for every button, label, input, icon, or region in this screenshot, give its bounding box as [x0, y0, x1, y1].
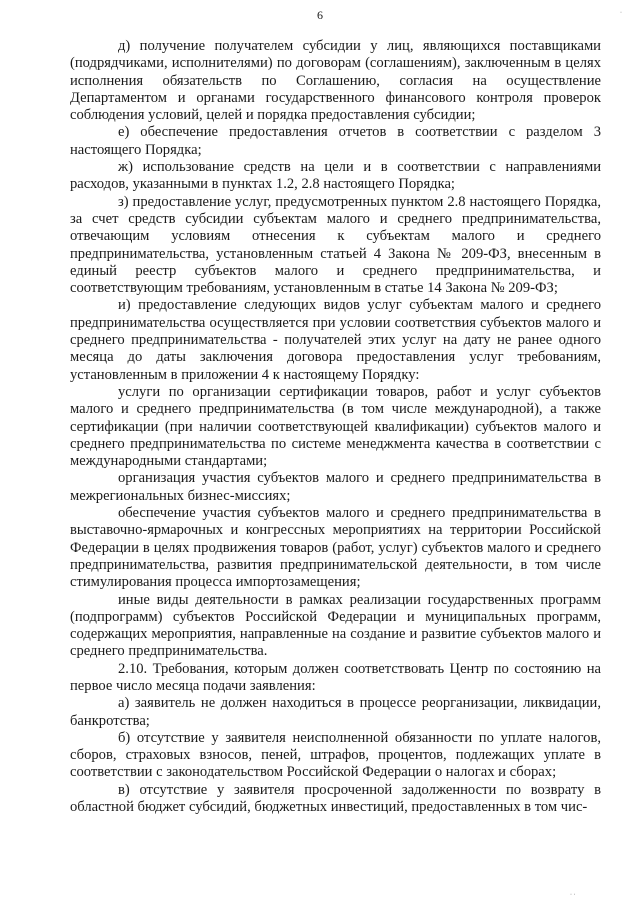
service-other-activities: иные виды деятельности в рамках реализации государственных программ (подпрограмм) субъектов Российской Федерации и муниципальных программ, содержащих мероприятия, направленные на создание и развитие субъектов малого и среднего предпринимательства.	[70, 591, 601, 660]
service-business-missions: организация участия субъектов малого и среднего предпринимательства в межрегиональных бизнес-миссиях;	[70, 470, 601, 504]
section-2-10-heading: 2.10. Требования, которым должен соответствовать Центр по состоянию на первое число месяца подачи заявления:	[70, 660, 601, 694]
paragraph-zh: ж) использование средств на цели и в соответствии с направлениями расходов, указанными в пунктах 1.2, 2.8 настоящего Порядка;	[70, 159, 601, 193]
page-number: 6	[317, 8, 323, 22]
paragraph-z: з) предоставление услуг, предусмотренных пунктом 2.8 настоящего Порядка, за счет средств субсидии субъектам малого и среднего предпринимательства, отвечающим условиям отнесения к субъектам малого и среднего предпринимательства, установленным статьей 4 Закона № 209-ФЗ, внесенным в единый реестр субъектов малого и среднего предпринимательства, и соответствующим требованиям, установленным в статье 14 Закона № 209-ФЗ;	[70, 193, 601, 297]
service-exhibitions: обеспечение участия субъектов малого и среднего предпринимательства в выставочно-ярмарочных и конгрессных мероприятиях на территории Российской Федерации в целях продвижения товаров (работ, услуг) субъектов малого и среднего предпринимательства, развития предпринимательской деятельности, в том числе стимулирования процесса импортозамещения;	[70, 505, 601, 591]
requirement-a: а) заявитель не должен находиться в процессе реорганизации, ликвидации, банкротства;	[70, 695, 601, 729]
scan-speck: · ·	[570, 892, 576, 898]
requirement-b: б) отсутствие у заявителя неисполненной обязанности по уплате налогов, сборов, страховых взносов, пеней, штрафов, процентов, подлежащих уплате в соответствии с законодательством Российской Федерации о налогах и сборах;	[70, 729, 601, 781]
paragraph-i: и) предоставление следующих видов услуг субъектам малого и среднего предпринимательства осуществляется при условии соответствия субъектов малого и среднего предпринимательства - получателей этих услуг на дату не ранее одного месяца до даты заключения договора предоставления услуг требованиям, установленным в приложении 4 к настоящему Порядку:	[70, 297, 601, 383]
service-certification: услуги по организации сертификации товаров, работ и услуг субъектов малого и среднего предпринимательства (в том числе международной), а также сертификации (при наличии соответствующей квалификации) субъектов малого и среднего предпринимательства по системе менеджмента качества в соответствии с международными стандартами;	[70, 383, 601, 470]
scan-speck: ·	[620, 10, 622, 16]
paragraph-e: е) обеспечение предоставления отчетов в соответствии с разделом 3 настоящего Порядка;	[70, 124, 601, 158]
paragraph-d: д) получение получателем субсидии у лиц, являющихся поставщиками (подрядчиками, исполнителями) по договорам (соглашениям), заключенным в целях исполнения обязательств по Соглашению, согласия на осуществление Департаментом и органами государственного финансового контроля проверок соблюдения условий, целей и порядка предоставления субсидии;	[70, 38, 601, 124]
requirement-v: в) отсутствие у заявителя просроченной задолженности по возврату в областной бюджет субсидий, бюджетных инвестиций, предоставленных в том чис-	[70, 781, 601, 816]
document-body	[70, 38, 601, 816]
